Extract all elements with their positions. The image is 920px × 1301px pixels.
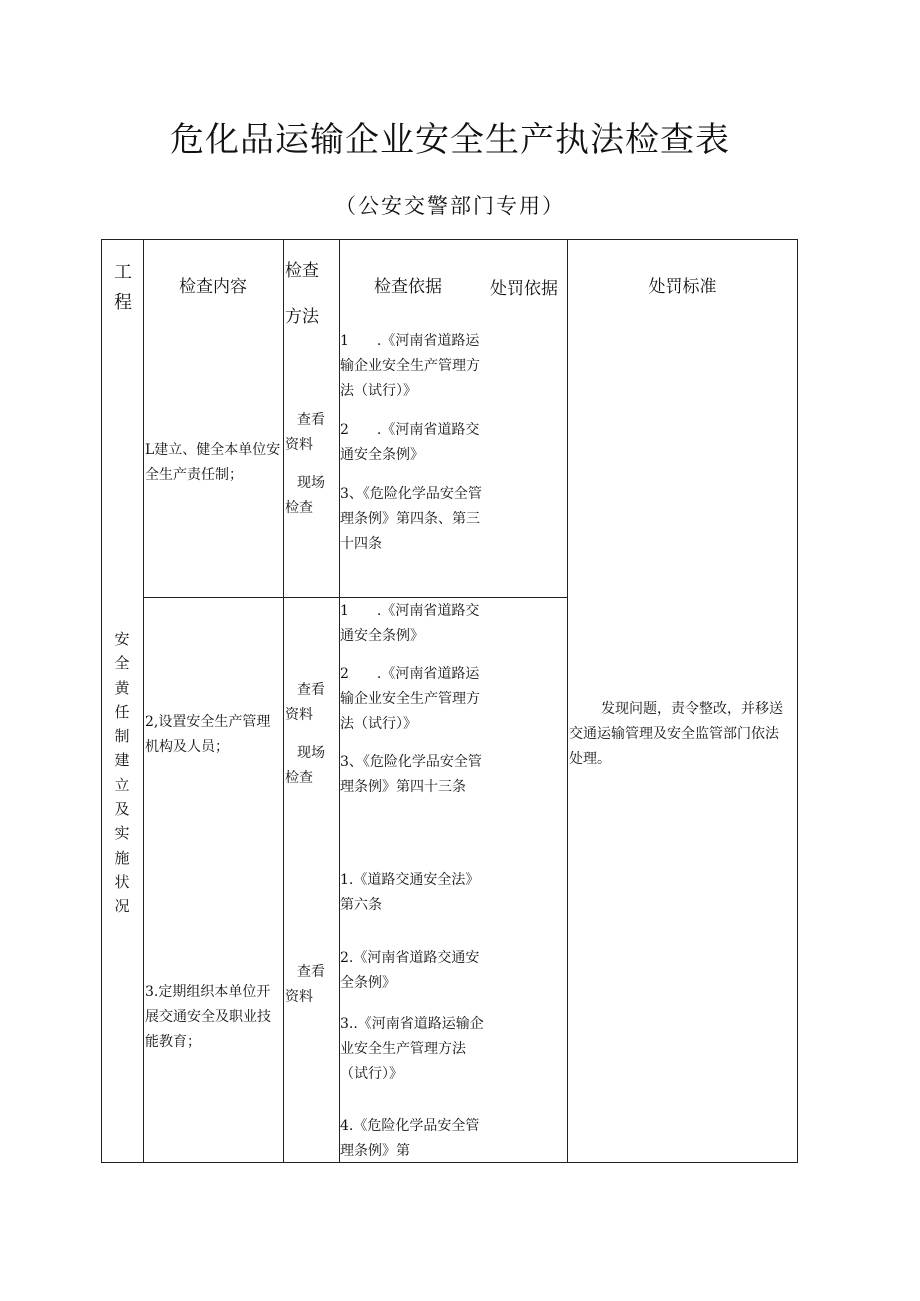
header-penalty-basis: 处罚依据 bbox=[490, 279, 558, 299]
header-penalty-standard: 处罚标准 bbox=[648, 277, 717, 297]
category-label: 安全黄任制建立及实施状况 bbox=[114, 630, 130, 916]
row1-basis-2: 2 .《河南省道路交通安全条例》 bbox=[340, 422, 480, 463]
row3-method-1: 查看资料 bbox=[285, 964, 325, 1005]
row2-method-1: 查看资料 bbox=[285, 682, 325, 723]
row2-basis-3: 3、《危险化学品安全管理条例》第四十三条 bbox=[340, 754, 482, 795]
row3-basis-1: 1.《道路交通安全法》第六条 bbox=[340, 872, 480, 913]
row1-basis-3: 3、《危险化学品安全管理条例》第四条、第三十四条 bbox=[340, 486, 482, 552]
row1-content: L建立、健全本单位安全生产责任制； bbox=[145, 442, 281, 483]
column-divider-4 bbox=[567, 239, 568, 1163]
row3-basis-3: 3..《河南省道路运输企业安全生产管理方法（试行）》 bbox=[340, 1016, 484, 1082]
row-divider-1 bbox=[143, 597, 568, 598]
row2-content: 2,设置安全生产管理机构及人员； bbox=[145, 714, 271, 755]
table-right-border bbox=[797, 239, 798, 1163]
header-basis: 检查依据 bbox=[374, 277, 442, 297]
column-divider-2 bbox=[283, 239, 284, 1163]
penalty-standard-text: 发现问题，责令整改，并移送交通运输管理及安全监管部门依法处理。 bbox=[569, 701, 783, 767]
document-subtitle: （公安交警部门专用） bbox=[335, 194, 565, 218]
document-title: 危化品运输企业安全生产执法检查表 bbox=[170, 120, 730, 160]
row1-basis-1: 1 .《河南省道路运输企业安全生产管理方法（试行）》 bbox=[340, 333, 480, 399]
row3-basis-2: 2.《河南省道路交通安全条例》 bbox=[340, 950, 480, 991]
header-project: 工程 bbox=[114, 262, 132, 313]
header-method: 检查方法 bbox=[285, 261, 319, 327]
row2-method-2: 现场检查 bbox=[285, 745, 325, 786]
row1-method-2: 现场检查 bbox=[285, 475, 325, 516]
table-left-border bbox=[101, 239, 102, 1163]
row1-method-1: 查看资料 bbox=[285, 412, 325, 453]
table-top-border bbox=[101, 239, 798, 240]
row3-content: 3.定期组织本单位开展交通安全及职业技能教育； bbox=[145, 984, 271, 1050]
header-content: 检查内容 bbox=[179, 277, 247, 297]
row3-basis-4: 4.《危险化学品安全管理条例》第 bbox=[340, 1118, 480, 1159]
row2-basis-2: 2 .《河南省道路运输企业安全生产管理方法（试行）》 bbox=[340, 666, 480, 732]
row2-basis-1: 1 .《河南省道路交通安全条例》 bbox=[340, 603, 480, 644]
column-divider-1 bbox=[143, 239, 144, 1163]
